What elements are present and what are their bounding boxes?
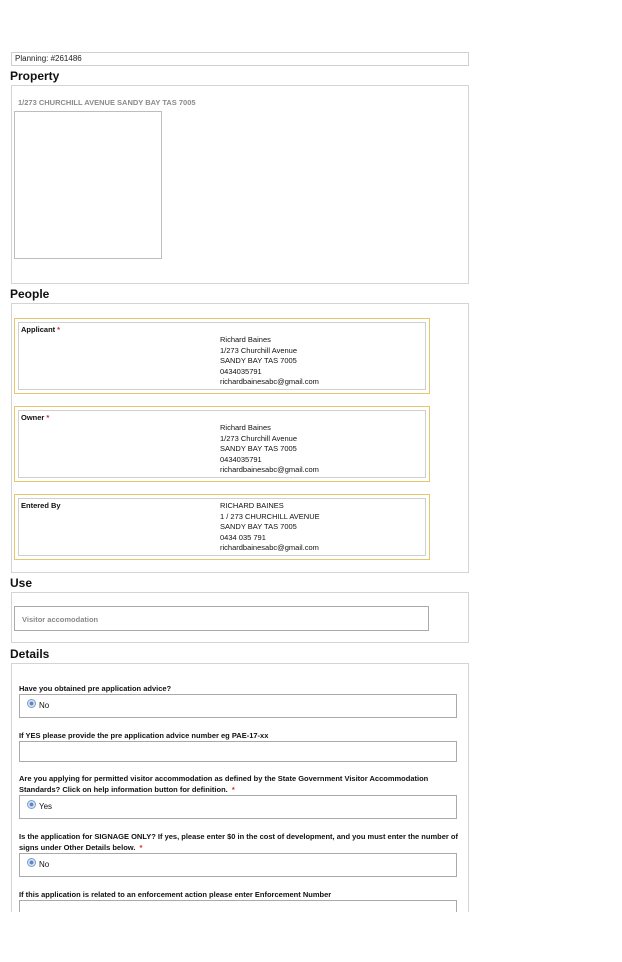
- required-marker: *: [46, 413, 50, 422]
- question-pre-application-advice: Have you obtained pre application advice?: [19, 684, 172, 693]
- applicant-suburb: SANDY BAY TAS 7005: [220, 356, 297, 365]
- entered-by-suburb: SANDY BAY TAS 7005: [220, 522, 297, 531]
- property-map[interactable]: [14, 111, 162, 259]
- enforcement-number-input[interactable]: [19, 900, 457, 912]
- applicant-email: richardbainesabc@gmail.com: [220, 377, 319, 386]
- entered-by-phone: 0434 035 791: [220, 532, 266, 542]
- radio-selected-icon[interactable]: [27, 858, 36, 867]
- entered-by-name: RICHARD BAINES: [220, 501, 284, 510]
- pre-application-advice-field: [19, 694, 457, 718]
- question-pre-application-number: If YES please provide the pre application advice number eg PAE-17-xx: [19, 731, 269, 740]
- pre-application-number-input[interactable]: [19, 741, 457, 762]
- section-title-property: Property: [10, 69, 60, 83]
- radio-selected-icon[interactable]: [27, 800, 36, 809]
- applicant-name: Richard Baines: [220, 335, 271, 344]
- signage-only-field: [19, 853, 457, 877]
- owner-suburb: SANDY BAY TAS 7005: [220, 444, 297, 453]
- planning-number: Planning: #261486: [11, 52, 469, 66]
- question-visitor-accommodation: Are you applying for permitted visitor accommodation as defined by the State Government Visitor Accommodation Standards? Click on help information button for definition. *: [19, 774, 429, 794]
- entered-by-label: Entered By: [21, 501, 61, 510]
- section-title-details: Details: [10, 647, 50, 661]
- owner-email: richardbainesabc@gmail.com: [220, 465, 319, 474]
- required-marker: *: [139, 842, 143, 852]
- owner-phone: 0434035791: [220, 454, 262, 464]
- visitor-accommodation-field: [19, 795, 457, 819]
- question-signage-only: Is the application for SIGNAGE ONLY? If yes, please enter $0 in the cost of development, and you must enter the number of signs under Other Details below. *: [19, 832, 458, 852]
- entered-by-email: richardbainesabc@gmail.com: [220, 543, 319, 552]
- section-title-people: People: [10, 287, 50, 301]
- signage-only-radio[interactable]: [27, 860, 49, 869]
- applicant-street: 1/273 Churchill Avenue: [220, 345, 297, 355]
- owner-name: Richard Baines: [220, 423, 271, 432]
- owner-street: 1/273 Churchill Avenue: [220, 433, 297, 443]
- radio-label: No: [39, 860, 50, 869]
- section-title-use: Use: [10, 576, 33, 590]
- entered-by-details: [220, 501, 320, 554]
- radio-label: No: [39, 701, 50, 710]
- required-marker: *: [231, 784, 235, 794]
- required-marker: *: [57, 325, 61, 334]
- owner-details: [220, 423, 319, 476]
- visitor-accommodation-radio[interactable]: [27, 802, 52, 811]
- pre-application-advice-radio[interactable]: [27, 701, 49, 710]
- applicant-label: Applicant *: [21, 325, 61, 334]
- radio-label: Yes: [39, 802, 53, 811]
- owner-label: Owner *: [21, 413, 50, 422]
- entered-by-street: 1 / 273 CHURCHILL AVENUE: [220, 511, 320, 521]
- question-enforcement-number: If this application is related to an enforcement action please enter Enforcement Number: [19, 890, 332, 899]
- use-field[interactable]: Visitor accomodation: [14, 606, 429, 631]
- applicant-phone: 0434035791: [220, 366, 262, 376]
- applicant-details: [220, 335, 319, 388]
- property-address: 1/273 CHURCHILL AVENUE SANDY BAY TAS 7005: [18, 98, 196, 107]
- radio-selected-icon[interactable]: [27, 699, 36, 708]
